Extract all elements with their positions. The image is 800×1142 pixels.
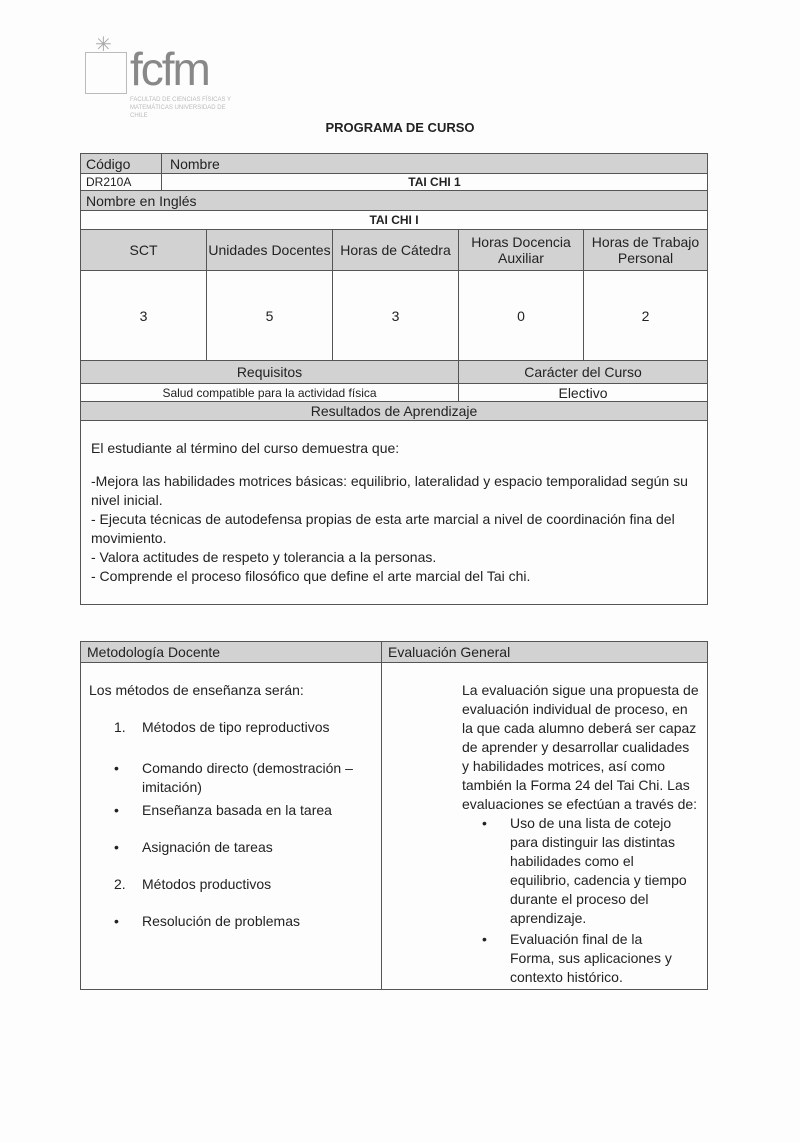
metodologia-box (80, 662, 382, 990)
metodologia-item (89, 718, 373, 737)
list-marker: 1. (114, 719, 126, 735)
resultado-item: -Mejora las habilidades motrices básicas: equilibrio, lateralidad y espacio temporalidad según su nivel inicial. (91, 473, 688, 508)
resultado-item: - Comprende el proceso filosófico que define el arte marcial del Tai chi. (91, 568, 531, 584)
evaluacion-label: Evaluación General (381, 641, 708, 663)
resultado-item: - Valora actitudes de respeto y tolerancia a la personas. (91, 549, 437, 565)
bullet-icon: • (482, 931, 487, 947)
nombre-label: Nombre (161, 153, 708, 174)
value-horas-catedra: 3 (332, 270, 459, 361)
evaluacion-item (462, 930, 699, 987)
list-item-text: Métodos productivos (142, 876, 272, 892)
header-sct: SCT (80, 229, 207, 271)
resultados-label: Resultados de Aprendizaje (80, 401, 708, 421)
header-horas-catedra: Horas de Cátedra (332, 229, 459, 271)
list-marker: • (114, 913, 119, 929)
value-horas-auxiliar: 0 (458, 270, 584, 361)
header-horas-auxiliar: Horas Docencia Auxiliar (458, 229, 584, 271)
value-sct: 3 (80, 270, 207, 361)
list-item-text: Métodos de tipo reproductivos (142, 719, 330, 735)
caracter-value: Electivo (458, 383, 708, 402)
metodologia-intro: Los métodos de enseñanza serán: (89, 682, 304, 698)
nombre-value: TAI CHI 1 (161, 173, 708, 191)
resultados-intro: El estudiante al término del curso demuestra que: (91, 440, 400, 456)
page-title: PROGRAMA DE CURSO (325, 120, 475, 135)
evaluacion-item (462, 814, 699, 928)
value-horas-personal: 2 (583, 270, 708, 361)
metodologia-label: Metodología Docente (80, 641, 382, 663)
metodologia-item (89, 838, 373, 857)
value-unidades: 5 (206, 270, 333, 361)
resultados-box (80, 420, 708, 605)
resultado-item: - Ejecuta técnicas de autodefensa propias de esta arte marcial a nivel de coordinación fina del movimiento. (91, 511, 675, 546)
list-marker: • (114, 760, 119, 776)
logo-text: fcfm (130, 43, 209, 95)
list-item-text: Uso de una lista de cotejo para distinguir las distintas habilidades como el equilibrio, cadencia y tiempo durante el proceso del aprendizaje. (510, 815, 687, 926)
shield-icon (85, 52, 127, 94)
metodologia-item (89, 801, 373, 820)
nombre-ingles-label: Nombre en Inglés (80, 190, 708, 211)
nombre-ingles-value: TAI CHI I (80, 210, 708, 230)
list-item-text: Resolución de problemas (142, 913, 300, 929)
header-horas-personal: Horas de Trabajo Personal (583, 229, 708, 271)
metodologia-item (89, 875, 373, 894)
evaluacion-intro: La evaluación sigue una propuesta de evaluación individual de proceso, en la que cada alumno deberá ser capaz de aprender y desarrollar cualidades y habilidades motrices, así como también la Forma 24 del Tai Chi. Las evaluaciones se efectúan a través de: (462, 682, 699, 812)
codigo-value: DR210A (80, 173, 162, 191)
list-item-text: Comando directo (demostración – imitación) (142, 760, 353, 795)
metodologia-item (89, 912, 373, 931)
metodologia-item (89, 759, 373, 797)
bullet-icon: • (482, 815, 487, 831)
fcfm-logo (85, 32, 235, 122)
list-item-text: Evaluación final de la Forma, sus aplicaciones y contexto histórico. (510, 931, 672, 985)
list-item-text: Asignación de tareas (142, 839, 273, 855)
list-item-text: Enseñanza basada en la tarea (142, 802, 332, 818)
evaluacion-box (381, 662, 708, 990)
list-marker: 2. (114, 876, 126, 892)
codigo-label: Código (80, 153, 162, 174)
requisitos-label: Requisitos (80, 360, 459, 384)
list-marker: • (114, 839, 119, 855)
header-unidades: Unidades Docentes (206, 229, 333, 271)
star-emblem-icon: ✳ (95, 34, 112, 56)
requisitos-value: Salud compatible para la actividad física (80, 383, 459, 402)
logo-subtitle: FACULTAD DE CIENCIAS FÍSICAS Y MATEMÁTICAS UNIVERSIDAD DE CHILE (130, 97, 231, 119)
caracter-label: Carácter del Curso (458, 360, 708, 384)
list-marker: • (114, 802, 119, 818)
